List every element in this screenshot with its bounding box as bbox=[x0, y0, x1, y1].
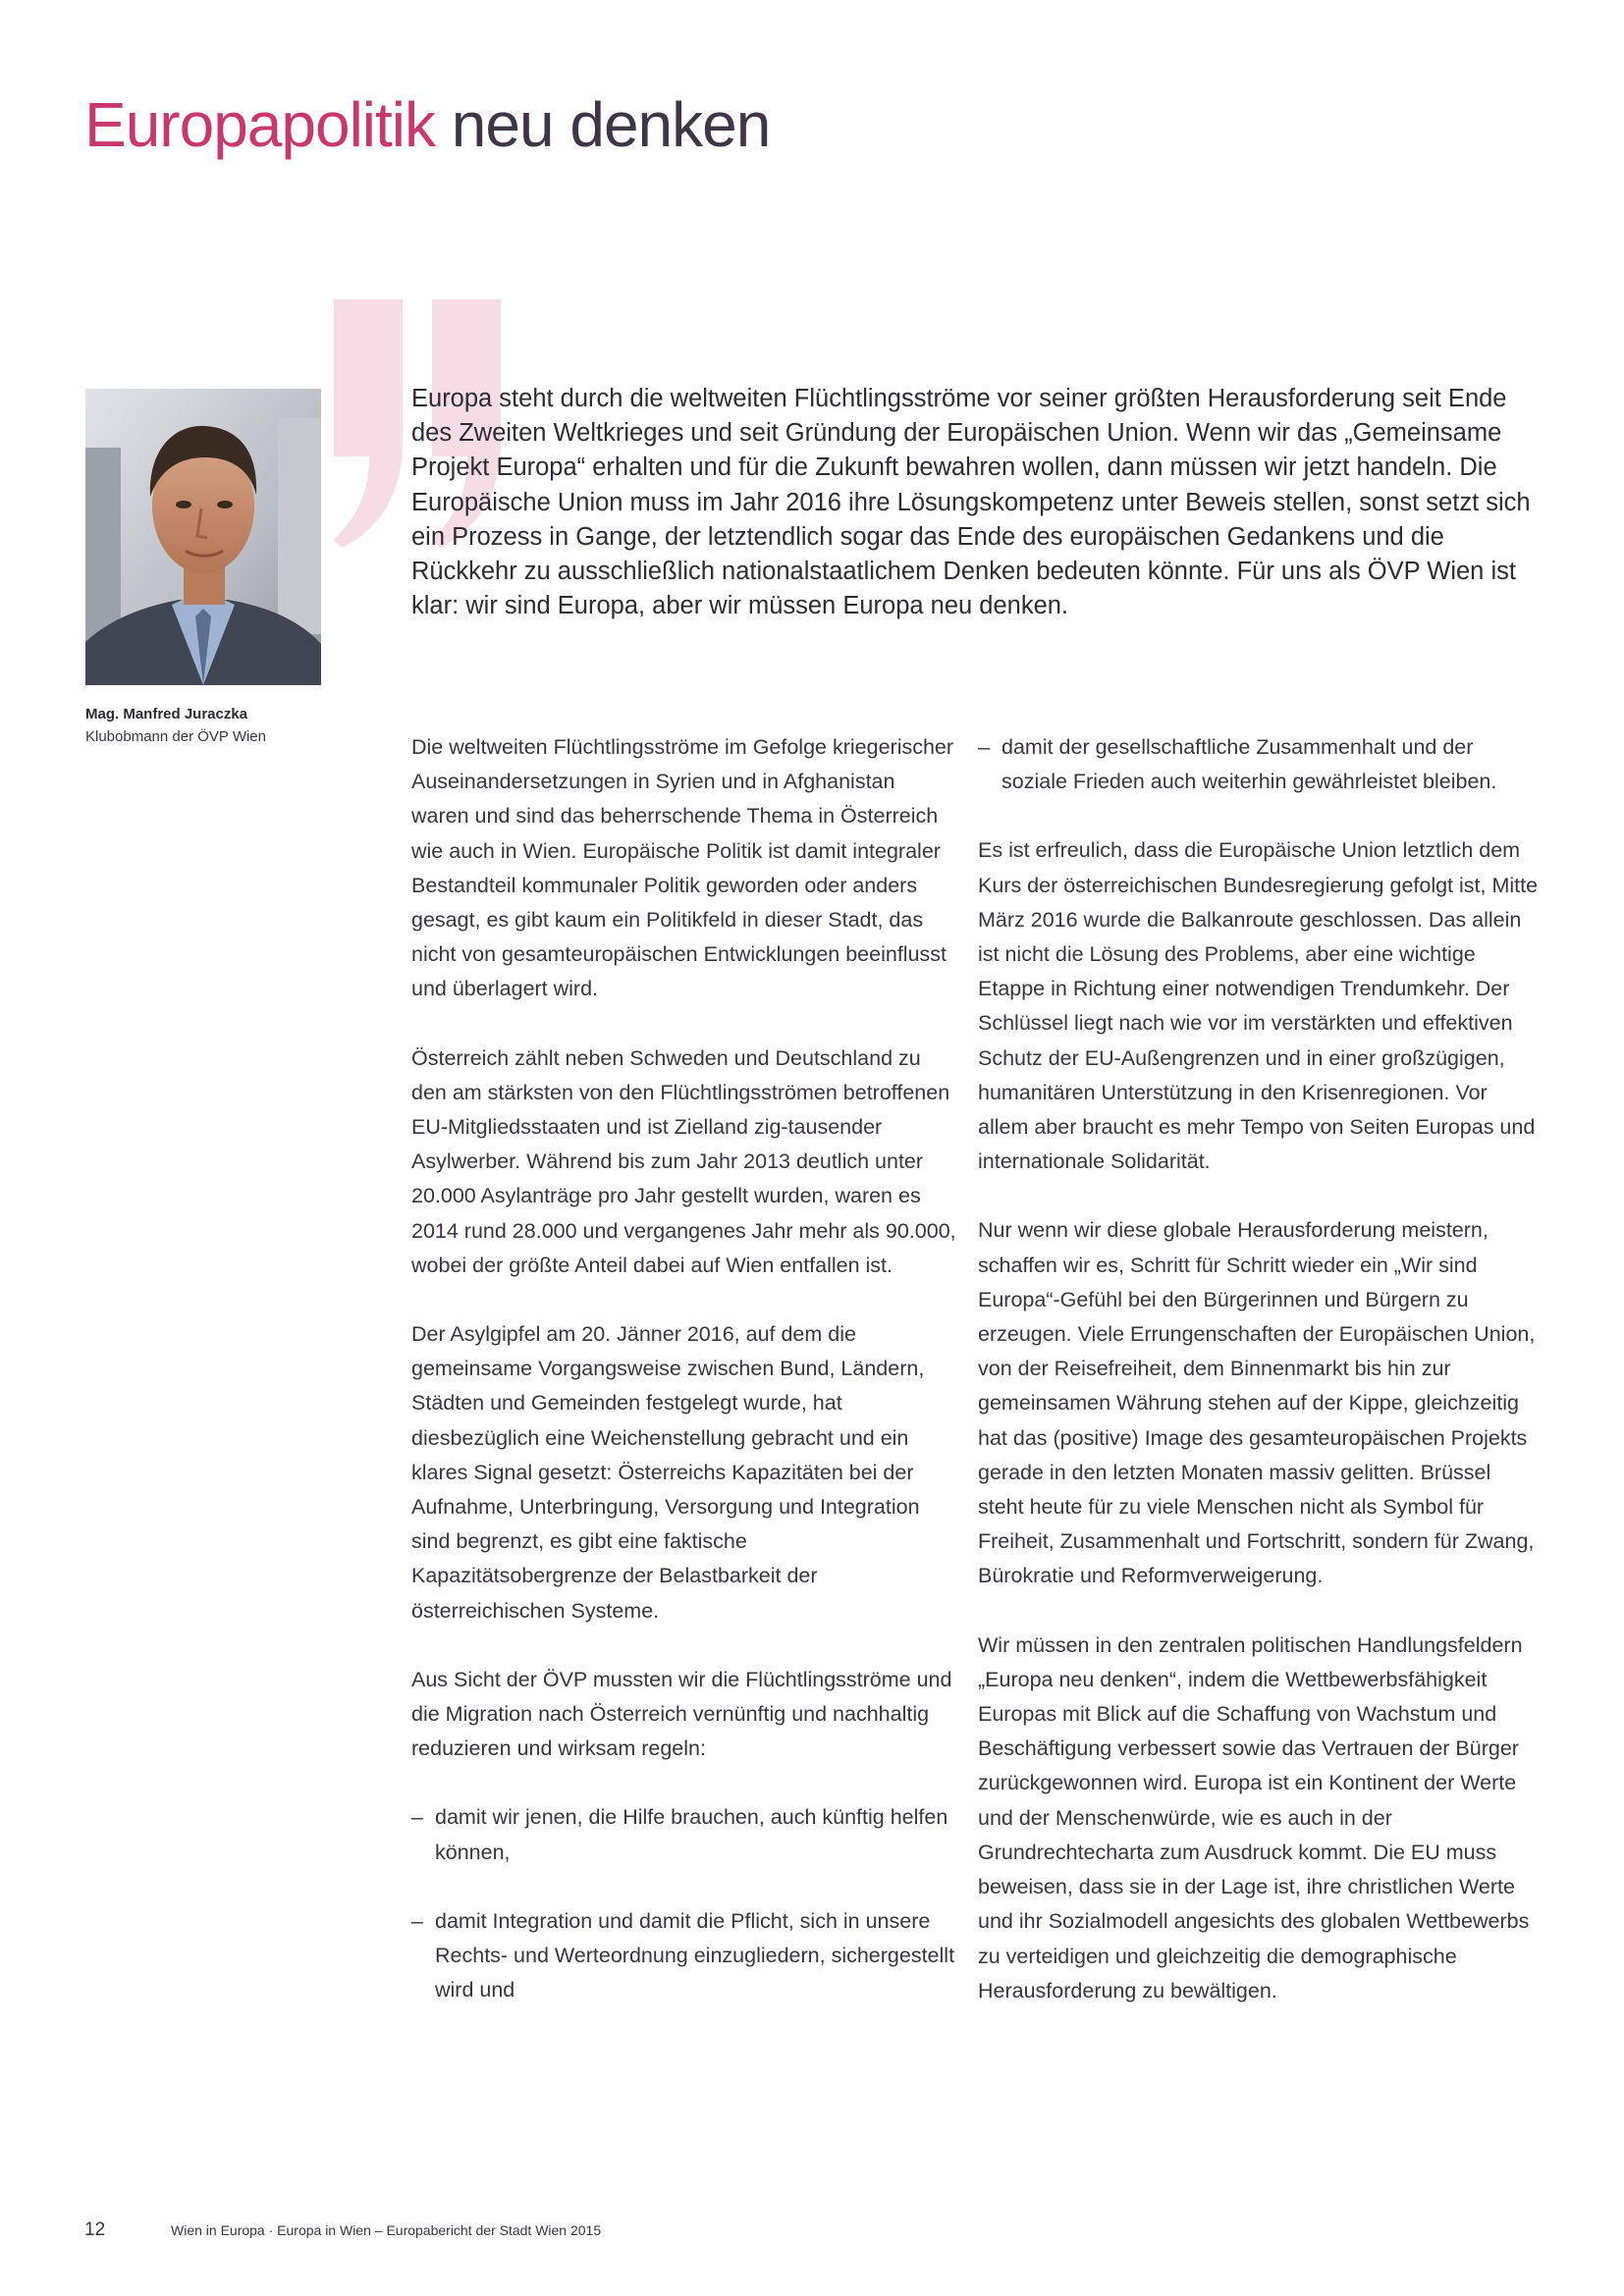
paragraph: Die weltweiten Flüchtlingsströme im Gefolge kriegerischer Auseinandersetzungen in Syrien und in Afghanistan waren und sind das beherrschende Thema in Österreich wie auch in Wien. Europäische Politik ist damit integraler Bestandteil kommunaler Politik geworden oder anders gesagt, es gibt kaum ein Politikfeld in dieser Stadt, das nicht von gesamteuropäischen Entwicklungen beeinflusst und überlagert wird. bbox=[411, 735, 954, 1001]
list-item bbox=[411, 1904, 956, 2008]
paragraph: Der Asylgipfel am 20. Jänner 2016, auf dem die gemeinsame Vorgangsweise zwischen Bund, Ländern, Städten und Gemeinden festgelegt wurde, hat diesbezüglich eine Weichenstellung gebracht und ein klares Signal gesetzt: Österreichs Kapazitäten bei der Aufnahme, Unterbringung, Versorgung und Integration sind begrenzt, es gibt eine faktische Kapazitätsobergrenze der Belastbarkeit der österreichischen Systeme. bbox=[411, 1322, 925, 1623]
body-column-right bbox=[978, 730, 1540, 2043]
portrait-caption-role: Klubobmann der ÖVP Wien bbox=[85, 728, 266, 745]
title-rest: neu denken bbox=[451, 89, 771, 160]
dash-bullet: – bbox=[411, 1908, 423, 1933]
body-column-left bbox=[411, 730, 956, 2043]
list-item-text: damit der gesellschaftliche Zusammenhalt und der soziale Frieden auch weiterhin gewährleistet bleiben. bbox=[1001, 735, 1497, 794]
paragraph: Wir müssen in den zentralen politischen Handlungsfeldern „Europa neu denken“, indem die Wettbewerbsfähigkeit Europas mit Blick auf die Schaffung von Wachstum und Beschäftigung verbessert sowie das Vertrauen der Bürger zurückgewonnen wird. Europa ist ein Kontinent der Werte und der Menschenwürde, wie es auch in der Grundrechtecharta zum Ausdruck kommt. Die EU muss beweisen, dass sie in der Lage ist, ihre christlichen Werte und ihr Sozialmodell angesichts des globalen Wettbewerbs zu verteidigen und gleichzeitig die demographische Herausforderung zu bewältigen. bbox=[978, 1632, 1530, 2002]
portrait-photo bbox=[85, 389, 321, 685]
portrait-caption-name: Mag. Manfred Juraczka bbox=[85, 706, 248, 722]
footer-text: Wien in Europa · Europa in Wien – Europabericht der Stadt Wien 2015 bbox=[171, 2222, 602, 2238]
dash-bullet: – bbox=[411, 1805, 423, 1830]
list-item bbox=[978, 730, 1540, 799]
lead-quote: Europa steht durch die weltweiten Flüchtlingsströme vor seiner größten Herausforderung seit Ende des Zweiten Weltkrieges und seit Gründung der Europäischen Union. Wenn wir das „Gemeinsame Projekt Europa“ erhalten und für die Zukunft bewahren wollen, dann müssen wir jetzt handeln. Die Europäische Union muss im Jahr 2016 ihre Lösungskompetenz unter Beweis stellen, sonst setzt sich ein Prozess in Gange, der letztendlich sogar das Ende des europäischen Gedankens und die Rückkehr zu ausschließlich nationalstaatlichem Denken bedeuten könnte. Für uns als ÖVP Wien ist klar: wir sind Europa, aber wir müssen Europa neu denken. bbox=[411, 385, 1531, 620]
paragraph: Aus Sicht der ÖVP mussten wir die Flüchtlingsströme und die Migration nach Österreich vernünftig und nachhaltig reduzieren und wirksam regeln: bbox=[411, 1667, 952, 1761]
paragraph: Es ist erfreulich, dass die Europäische Union letztlich dem Kurs der österreichischen Bundesregierung gefolgt ist, Mitte März 2016 wurde die Balkanroute geschlossen. Das allein ist nicht die Lösung des Problems, aber eine wichtige Etappe in Richtung einer notwendigen Trendumkehr. Der Schlüssel liegt nach wie vor im verstärkten und effektiven Schutz der EU-Außengrenzen und in einer großzügigen, humanitären Unterstützung in den Krisenregionen. Vor allem aber braucht es mehr Tempo von Seiten Europas und internationale Solidarität. bbox=[978, 838, 1539, 1174]
dash-bullet: – bbox=[978, 735, 990, 759]
page-number: 12 bbox=[84, 2219, 106, 2240]
page-title bbox=[84, 90, 770, 159]
title-accent: Europapolitik bbox=[84, 89, 435, 160]
paragraph: Nur wenn wir diese globale Herausforderung meistern, schaffen wir es, Schritt für Schritt wieder ein „Wir sind Europa“-Gefühl bei den Bürgerinnen und Bürgern zu erzeugen. Viele Errungenschaften der Europäischen Union, von der Reisefreiheit, dem Binnenmarkt bis hin zur gemeinsamen Währung stehen auf der Kippe, gleichzeitig hat das (positive) Image des gesamteuropäischen Projekts gerade in den letzten Monaten massiv gelitten. Brüssel steht heute für zu viele Menschen nicht als Symbol für Freiheit, Zusammenhalt und Fortschritt, sondern für Zwang, Bürokratie und Reformverweigerung. bbox=[978, 1218, 1536, 1588]
list-item bbox=[411, 1800, 956, 1869]
list-item-text: damit Integration und damit die Pflicht, sich in unsere Rechts- und Werteordnung einzugliedern, sichergestellt wird und bbox=[435, 1908, 955, 2002]
paragraph: Österreich zählt neben Schweden und Deutschland zu den am stärksten von den Flüchtlingsströmen betroffenen EU-Mitgliedsstaaten und ist Zielland zig-tausender Asylwerber. Während bis zum Jahr 2013 deutlich unter 20.000 Asylanträge pro Jahr gestellt wurden, waren es 2014 rund 28.000 und vergangenes Jahr mehr als 90.000, wobei der größte Anteil dabei auf Wien entfallen ist. bbox=[411, 1045, 956, 1277]
list-item-text: damit wir jenen, die Hilfe brauchen, auch künftig helfen können, bbox=[435, 1805, 948, 1864]
